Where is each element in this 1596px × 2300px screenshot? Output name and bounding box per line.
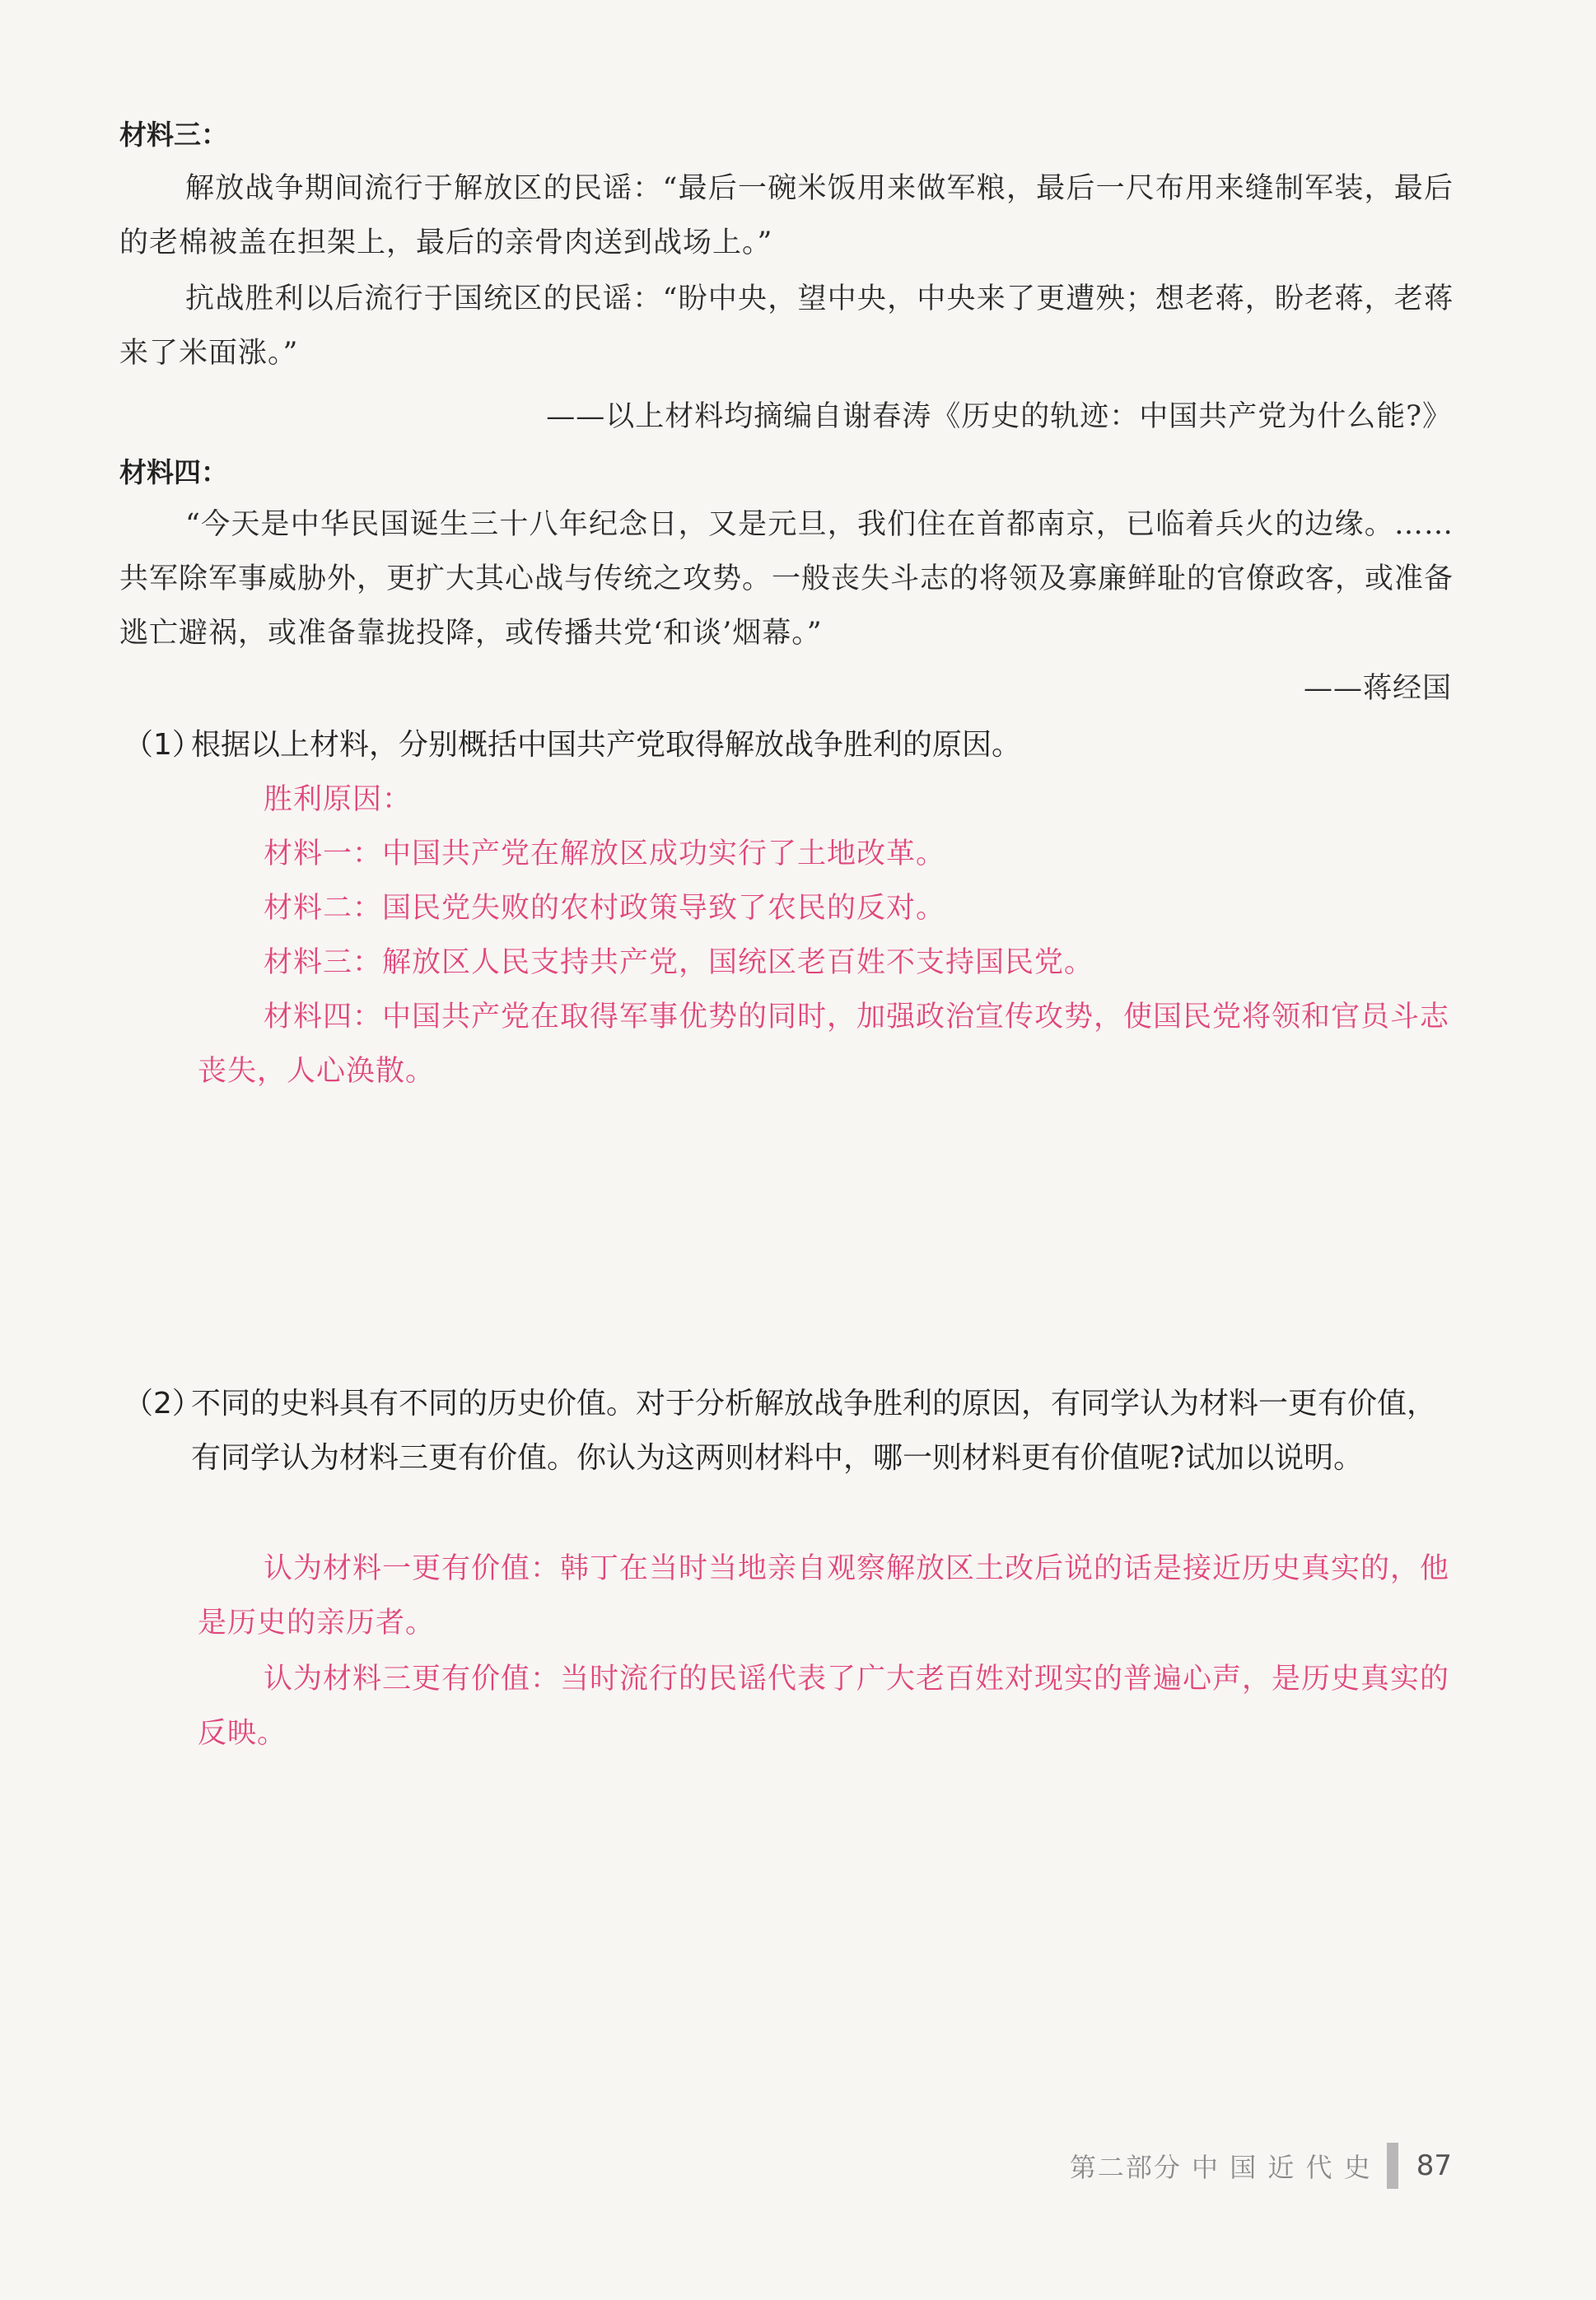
material3-para1: 解放战争期间流行于解放区的民谣：“最后一碗米饭用来做军粮，最后一尺布用来缝制军装，最后的老棉被盖在担架上，最后的亲骨肉送到战场上。” bbox=[119, 172, 1454, 259]
q1-answer-material2: 材料二：国民党失败的农村政策导致了农民的反对。 bbox=[264, 892, 946, 925]
q2-answer2-text: 认为材料三更有价值：当时流行的民谣代表了广大老百姓对现实的普遍心声，是历史真实的反映。 bbox=[198, 1663, 1450, 1750]
q2-answer1 bbox=[198, 1542, 1458, 1650]
question1-text: 根据以上材料，分别概括中国共产党取得解放战争胜利的原因。 bbox=[191, 728, 1022, 762]
question1-number: （1） bbox=[124, 728, 202, 762]
q1-answer-material4 bbox=[198, 990, 1458, 1099]
q1-answer-material4-text: 材料四：中国共产党在取得军事优势的同时，加强政治宣传攻势，使国民党将领和官员斗志丧失，人心涣散。 bbox=[198, 1001, 1450, 1088]
page-number: 87 bbox=[1416, 2149, 1452, 2182]
material4-source: ——蒋经国 bbox=[1303, 672, 1452, 705]
q1-answer-material1: 材料一：中国共产党在解放区成功实行了土地改革。 bbox=[264, 837, 946, 870]
material4-heading: 材料四： bbox=[119, 456, 228, 488]
material3-heading: 材料三： bbox=[119, 119, 228, 151]
material3-para2: 抗战胜利以后流行于国统区的民谣：“盼中央，望中央，中央来了更遭殃；想老蒋，盼老蒋，老蒋来了米面涨。” bbox=[119, 282, 1454, 370]
question2 bbox=[124, 1377, 1458, 1486]
q2-answer2 bbox=[198, 1652, 1458, 1761]
footer-section-title: 第二部分 中 国 近 代 史 bbox=[1069, 2152, 1372, 2183]
page-footer bbox=[1070, 2145, 1452, 2186]
question1 bbox=[124, 718, 1458, 772]
q2-answer1-text: 认为材料一更有价值：韩丁在当时当地亲自观察解放区土改后说的话是接近历史真实的，他是历史的亲历者。 bbox=[198, 1552, 1450, 1640]
material3-source: ——以上材料均摘编自谢春涛《历史的轨迹：中国共产党为什么能?》 bbox=[546, 400, 1452, 433]
q1-answer-material3: 材料三：解放区人民支持共产党，国统区老百姓不支持国民党。 bbox=[264, 946, 1094, 979]
q1-answer-title: 胜利原因： bbox=[264, 783, 413, 816]
question2-number: （2） bbox=[124, 1387, 202, 1421]
footer-divider-bar bbox=[1387, 2143, 1398, 2189]
question2-text: 不同的史料具有不同的历史价值。对于分析解放战争胜利的原因，有同学认为材料一更有价值，有同学认为材料三更有价值。你认为这两则材料中，哪一则材料更有价值呢?试加以说明。 bbox=[191, 1387, 1437, 1475]
material4-para: “今天是中华民国诞生三十八年纪念日，又是元旦，我们住在首都南京，已临着兵火的边缘。……共军除军事威胁外，更扩大其心战与传统之攻势。一般丧失斗志的将领及寡廉鲜耻的官僚政客，或准备逃亡避祸，或准备靠拢投降，或传播共党‘和谈’烟幕。” bbox=[119, 508, 1454, 650]
